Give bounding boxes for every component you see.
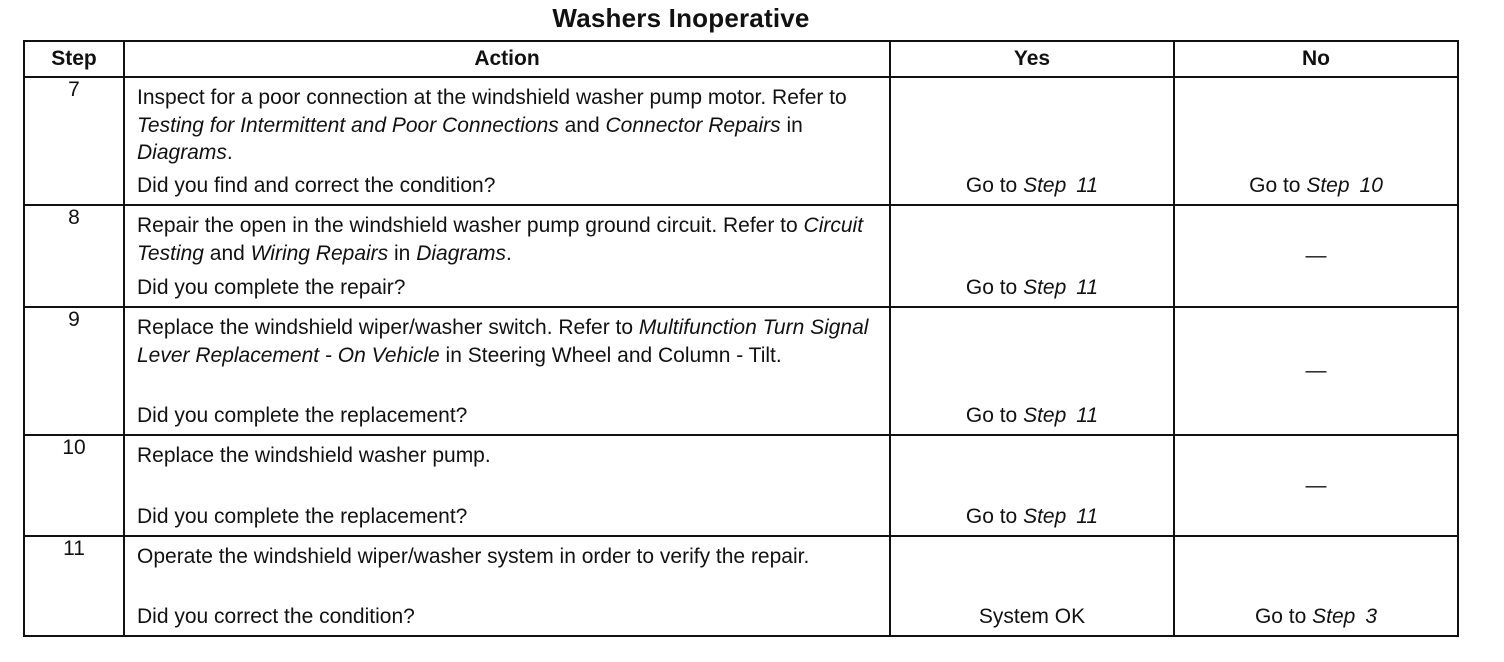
yes-result-step-number: 11	[1076, 505, 1099, 528]
no-cell	[1174, 77, 1458, 205]
no-result-step-label: Step	[1312, 605, 1356, 628]
action-instruction	[125, 78, 889, 167]
yes-result-prefix: Go to	[965, 276, 1018, 299]
header-row	[24, 41, 1458, 77]
step-number: 8	[24, 205, 124, 307]
action-question: Did you correct the condition?	[137, 605, 415, 628]
table-row	[24, 536, 1458, 636]
yes-cell	[890, 536, 1174, 636]
action-text-segment: in	[780, 113, 803, 137]
no-result: —	[1305, 473, 1327, 497]
no-result-step-number: 10	[1359, 174, 1383, 197]
header-step: Step	[24, 41, 124, 77]
action-cell	[124, 435, 890, 536]
yes-result-step-label: Step	[1023, 174, 1067, 197]
table-row	[24, 435, 1458, 536]
no-result-prefix: Go to	[1254, 605, 1307, 628]
action-text-segment: Operate the windshield wiper/washer system in order to verify the repair.	[137, 545, 810, 568]
yes-result-prefix: Go to	[965, 404, 1018, 427]
yes-result-step-label: Step	[1023, 276, 1067, 299]
table-row	[24, 307, 1458, 435]
yes-cell	[890, 435, 1174, 536]
no-result	[1175, 174, 1457, 198]
action-instruction	[125, 308, 889, 369]
action-question: Did you complete the replacement?	[137, 404, 468, 427]
no-cell	[1174, 205, 1458, 307]
action-text-segment: .	[226, 141, 233, 164]
yes-result-step-number: 11	[1076, 404, 1099, 427]
yes-result	[891, 404, 1173, 428]
no-result: —	[1305, 244, 1327, 267]
action-question: Did you complete the repair?	[137, 276, 406, 299]
action-text-segment: and	[558, 113, 606, 137]
action-text-segment: Repair the open in the windshield washer pump ground circuit. Refer to	[137, 214, 804, 237]
yes-result	[891, 505, 1173, 529]
action-instruction	[125, 206, 889, 267]
action-reference: Connector Repairs	[605, 113, 781, 137]
action-question: Did you find and correct the condition?	[137, 174, 496, 197]
yes-result-prefix: Go to	[965, 174, 1018, 197]
yes-result-text: System OK	[978, 605, 1086, 628]
no-cell	[1174, 307, 1458, 435]
yes-cell	[890, 77, 1174, 205]
yes-result	[891, 605, 1173, 629]
action-text-segment: Replace the windshield washer pump.	[137, 444, 491, 467]
header-yes: Yes	[890, 41, 1174, 77]
no-result-prefix: Go to	[1249, 174, 1301, 197]
no-result-step-number: 3	[1365, 605, 1378, 628]
action-instruction	[125, 436, 889, 470]
action-reference: Circuit Testing	[137, 214, 864, 265]
action-reference: Diagrams	[137, 141, 227, 164]
no-result-step-label: Step	[1306, 174, 1350, 197]
yes-result-step-label: Step	[1023, 505, 1067, 528]
action-reference: Wiring Repairs	[250, 241, 389, 265]
no-cell	[1174, 536, 1458, 636]
yes-result-step-label: Step	[1023, 404, 1067, 427]
action-cell	[124, 205, 890, 307]
action-text-segment: Replace the windshield wiper/washer switch. Refer to	[137, 316, 639, 339]
step-number: 9	[24, 307, 124, 435]
yes-cell	[890, 307, 1174, 435]
action-reference: Multifunction Turn Signal Lever Replacement - On Vehicle	[137, 316, 869, 367]
no-cell	[1174, 435, 1458, 536]
no-result	[1175, 605, 1457, 629]
action-text-segment: in Steering Wheel and Column - Tilt.	[439, 343, 782, 367]
action-text-segment: Inspect for a poor connection at the windshield washer pump motor. Refer to	[137, 86, 847, 109]
yes-result	[891, 174, 1173, 198]
header-no: No	[1174, 41, 1458, 77]
action-text-segment: .	[506, 241, 512, 265]
table-row	[24, 205, 1458, 307]
step-number: 11	[24, 536, 124, 636]
step-number: 10	[24, 435, 124, 536]
action-text-segment: and	[203, 241, 251, 265]
action-text-segment: in	[388, 241, 417, 265]
action-reference: Testing for Intermittent and Poor Connections	[137, 113, 559, 137]
page-title: Washers Inoperative	[552, 3, 810, 33]
table-row	[24, 77, 1458, 205]
step-number: 7	[24, 77, 124, 205]
action-reference: Diagrams	[416, 241, 507, 265]
yes-result-step-number: 11	[1076, 174, 1099, 197]
header-action: Action	[124, 41, 890, 77]
action-cell	[124, 77, 890, 205]
action-instruction	[125, 537, 889, 571]
yes-cell	[890, 205, 1174, 307]
action-cell	[124, 307, 890, 435]
table-body	[24, 77, 1458, 636]
action-question: Did you complete the replacement?	[137, 505, 468, 528]
yes-result	[891, 276, 1173, 300]
diagnostic-table	[23, 40, 1459, 637]
no-result: —	[1305, 359, 1327, 382]
yes-result-step-number: 11	[1076, 276, 1099, 299]
yes-result-prefix: Go to	[965, 505, 1018, 528]
action-cell	[124, 536, 890, 636]
